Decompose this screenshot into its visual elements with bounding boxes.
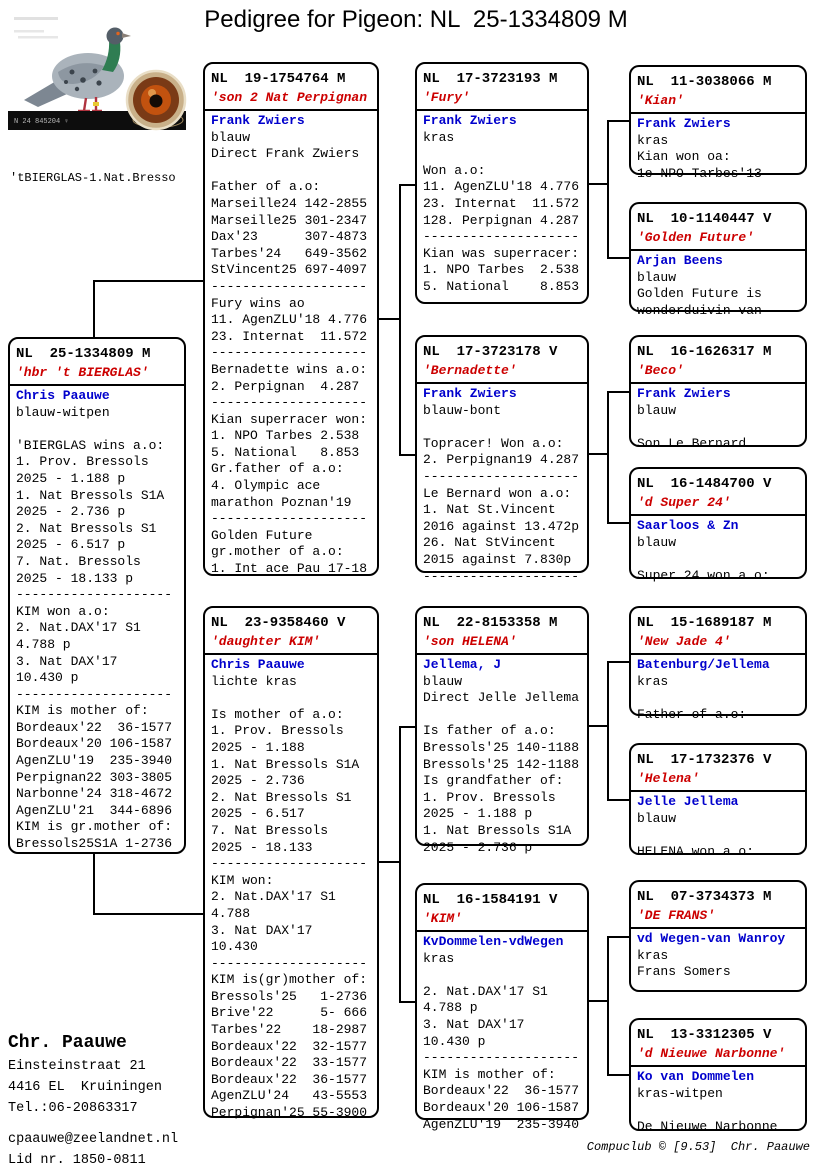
connector-line (399, 726, 415, 728)
pigeon-details (637, 270, 799, 320)
fancier-name: Batenburg/Jellema (637, 657, 770, 672)
detail-line: 1. Prov. Bressols (423, 789, 556, 805)
ring-number: NL 15-1689187 M (637, 615, 772, 631)
detail-line: 2025 - 1.188 (211, 739, 305, 755)
detail-line: 2. Nat Bressols S1 (211, 789, 352, 805)
detail-line: 1. NPO Tarbes 2.538 (211, 428, 360, 444)
pedigree-box-ggp-nieuwe-narbonne (629, 1018, 807, 1134)
pigeon-details (637, 948, 799, 981)
detail-line: blauw-bont (423, 402, 502, 418)
pigeon-name: 'daughter KIM' (211, 634, 321, 649)
pigeon-name: 'd Super 24' (637, 495, 731, 510)
connector-line (93, 280, 203, 282)
detail-line: gr.mother of a.o: (211, 544, 344, 560)
photo-strip-label: N 24 845204 ♀ (14, 118, 69, 126)
detail-line (423, 146, 581, 163)
box-body (417, 384, 587, 587)
pigeon-details (637, 1086, 799, 1136)
connector-line (93, 280, 95, 339)
fancier-name: Jelle Jellema (637, 794, 739, 809)
connector-line (607, 522, 629, 524)
detail-line: 10.430 (211, 939, 258, 955)
detail-line: Marseille24 142-2855 (211, 195, 368, 211)
connector-line (607, 799, 629, 801)
detail-line: Super 24 won a.o: (637, 567, 770, 583)
detail-line: -------------------- (423, 1050, 580, 1066)
box-body (631, 655, 805, 725)
detail-line: 1. Int ace Pau 17-18 (211, 561, 368, 577)
breeder-name: Chr. Paauwe (8, 1033, 127, 1053)
detail-line: 2. Nat.DAX'17 S1 (211, 889, 336, 905)
pigeon-details (637, 133, 799, 183)
detail-line: 1. Prov. Bressols (16, 454, 149, 470)
detail-line: kras (637, 132, 669, 148)
detail-line: 1e NPO Tarbes'13 (637, 165, 762, 181)
box-header (631, 204, 805, 251)
pedigree-box-ggp-kian (629, 65, 807, 181)
box-body (631, 929, 805, 983)
box-body (631, 792, 805, 862)
pigeon-details (16, 405, 178, 853)
detail-line: 10.430 p (16, 670, 79, 686)
detail-line: KIM is mother of: (16, 703, 149, 719)
box-header (10, 339, 184, 386)
ring-number: NL 17-3723178 V (423, 344, 558, 360)
detail-line: Gr.father of a.o: (211, 461, 344, 477)
detail-line: 2025 - 2.736 (211, 773, 305, 789)
ring-number: NL 23-9358460 V (211, 615, 346, 631)
detail-line: 5. National 8.853 (211, 444, 360, 460)
box-header (205, 608, 377, 655)
pigeon-details (211, 674, 371, 1122)
detail-line: Bordeaux'22 33-1577 (211, 1055, 368, 1071)
connector-line (399, 184, 415, 186)
detail-line (637, 827, 799, 844)
detail-line: 2015 against 7.830p (423, 551, 572, 567)
pigeon-name: 'Beco' (637, 363, 684, 378)
detail-line: 3. Nat DAX'17 (16, 653, 118, 669)
detail-line: Bernadette wins a.o: (211, 361, 368, 377)
detail-line: 2025 - 18.133 (211, 839, 313, 855)
detail-line: 1. Nat Bressols S1A (423, 822, 572, 838)
detail-line: Bordeaux'20 106-1587 (423, 1099, 580, 1115)
detail-line: Frans Somers (637, 964, 731, 980)
detail-line: Father of a.o: (211, 179, 321, 195)
ring-number: NL 22-8153358 M (423, 615, 558, 631)
detail-line: 1. Prov. Bressols (211, 723, 344, 739)
ring-number: NL 07-3734373 M (637, 889, 772, 905)
detail-line: 26. Nat StVincent (423, 535, 556, 551)
pedigree-box-sire (203, 62, 379, 576)
box-header (417, 337, 587, 384)
detail-line: Direct Jelle Jellema (423, 690, 580, 706)
detail-line: 2025 - 2.736 p (423, 839, 533, 855)
detail-line: 7. Nat Bressols (211, 822, 329, 838)
ring-number: NL 19-1754764 M (211, 71, 346, 87)
detail-line: 2025 - 1.188 p (16, 470, 126, 486)
connector-line (607, 936, 609, 1076)
breeder-email: cpaauwe@zeelandnet.nl (8, 1132, 179, 1147)
detail-line: -------------------- (211, 278, 368, 294)
detail-line (637, 419, 799, 436)
pigeon-name: 'son HELENA' (423, 634, 517, 649)
pigeon-details (637, 674, 799, 724)
box-header (205, 64, 377, 111)
detail-line: kras (637, 947, 669, 963)
box-header (417, 885, 587, 932)
fancier-name: Frank Zwiers (637, 116, 731, 131)
connector-line (399, 726, 401, 1003)
detail-line: Narbonne'24 318-4672 (16, 786, 173, 802)
detail-line: 1. NPO Tarbes 2.538 (423, 262, 580, 278)
detail-line: Bordeaux'20 106-1587 (16, 736, 173, 752)
box-body (417, 932, 587, 1135)
pedigree-box-ggp-golden-future (629, 202, 807, 318)
detail-line: Bressols'25 1-2736 (211, 988, 368, 1004)
detail-line: 1. Nat St.Vincent (423, 502, 556, 518)
detail-line (423, 707, 581, 724)
box-header (631, 1020, 805, 1067)
pigeon-name: 'Bernadette' (423, 363, 517, 378)
detail-line (423, 967, 581, 984)
pedigree-box-ggp-new-jade (629, 606, 807, 722)
fancier-name: Jellema, J (423, 657, 502, 672)
detail-line: Son Le Bernard (637, 435, 747, 451)
detail-line: Direct Frank Zwiers (211, 146, 360, 162)
pigeon-head (107, 28, 124, 45)
ring-number: NL 25-1334809 M (16, 346, 151, 362)
photo-caption: 'tBIERGLAS-1.Nat.Bresso (10, 171, 176, 185)
connector-line (379, 861, 400, 863)
box-body (205, 111, 377, 580)
pigeon-details (637, 811, 799, 861)
detail-line: 4.788 p (16, 636, 71, 652)
pigeon-details (423, 403, 581, 586)
ring-number: NL 17-1732376 V (637, 752, 772, 768)
pigeon-name: 'Helena' (637, 771, 700, 786)
pigeon-name: 'Kian' (637, 93, 684, 108)
box-body (10, 386, 184, 855)
detail-line (637, 1102, 799, 1119)
fancier-name: Frank Zwiers (423, 113, 517, 128)
detail-line: -------------------- (211, 395, 368, 411)
connector-line (399, 454, 415, 456)
box-header (417, 608, 587, 655)
detail-line: HELENA won a.o: (637, 843, 755, 859)
detail-line: KIM won: (211, 872, 274, 888)
pigeon-eye-dot (116, 32, 119, 35)
ring-number: NL 10-1140447 V (637, 211, 772, 227)
detail-line: marathon Poznan'19 (211, 494, 352, 510)
detail-line: Golden Future is (637, 286, 762, 302)
detail-line: blauw (637, 402, 677, 418)
detail-line: Perpignan'25 55-3900 (211, 1105, 368, 1121)
fancier-name: vd Wegen-van Wanroy (637, 931, 786, 946)
pigeon-details (637, 403, 799, 453)
breeder-phone: Tel.:06-20863317 (8, 1101, 138, 1116)
detail-line: Bordeaux'22 36-1577 (16, 719, 173, 735)
detail-line: -------------------- (423, 229, 580, 245)
fancier-name: Saarloos & Zn (637, 518, 739, 533)
page-title: Pedigree for Pigeon: NL 25-1334809 M (204, 6, 628, 33)
pedigree-box-grandsire-son-helena (415, 606, 589, 855)
detail-line: KIM is mother of: (423, 1066, 556, 1082)
connector-line (589, 725, 609, 727)
detail-line: 2025 - 2.736 p (16, 504, 126, 520)
detail-line: Dax'23 307-4873 (211, 229, 368, 245)
pigeon-details (637, 535, 799, 585)
pigeon-details (423, 951, 581, 1134)
detail-line: 4. Olympic ace (211, 478, 321, 494)
connector-line (607, 661, 609, 801)
pigeon-details (211, 130, 371, 578)
pedigree-box-granddam-kim (415, 883, 589, 1132)
detail-line: kras (423, 129, 455, 145)
connector-line (607, 257, 629, 259)
detail-line: 4.788 p (423, 1000, 478, 1016)
detail-line: 7. Nat. Bressols (16, 553, 141, 569)
pedigree-box-granddam-bernadette (415, 335, 589, 584)
box-body (631, 516, 805, 586)
fancier-name: Chris Paauwe (211, 657, 305, 672)
pigeon-name: 'hbr 't BIERGLAS' (16, 365, 149, 380)
detail-line: Bressols'25 140-1188 (423, 739, 580, 755)
detail-line: 2. Perpignan19 4.287 (423, 452, 580, 468)
detail-line: Perpignan22 303-3805 (16, 769, 173, 785)
ring-number: NL 16-1484700 V (637, 476, 772, 492)
detail-line: -------------------- (211, 955, 368, 971)
detail-line: 3. Nat DAX'17 (211, 922, 313, 938)
detail-line: Is father of a.o: (423, 723, 556, 739)
detail-line (423, 419, 581, 436)
box-body (631, 384, 805, 454)
detail-line: -------------------- (423, 295, 580, 311)
detail-line: De Nieuwe Narbonne (637, 1118, 778, 1134)
detail-line: Tarbes'24 649-3562 (211, 245, 368, 261)
pigeon-name: 'New Jade 4' (637, 634, 731, 649)
pigeon-name: 'son 2 Nat Perpignan (211, 90, 368, 105)
detail-line: 3. Nat DAX'17 (423, 1016, 525, 1032)
connector-line (589, 183, 609, 185)
fancier-name: Frank Zwiers (637, 386, 731, 401)
detail-line: 10.430 p (423, 1033, 486, 1049)
pigeon-name: 'd Nieuwe Narbonne' (637, 1046, 786, 1061)
detail-line: 2. Nat.DAX'17 S1 (16, 620, 141, 636)
box-body (417, 111, 587, 314)
detail-line: kras (423, 950, 455, 966)
detail-line: 2. Nat Bressols S1 (16, 520, 157, 536)
detail-line: AgenZLU'19 235-3940 (16, 753, 173, 769)
ring-number: NL 17-3723193 M (423, 71, 558, 87)
box-body (631, 1067, 805, 1137)
connector-line (399, 184, 401, 456)
detail-line: AgenZLU'19 235-3940 (423, 1116, 580, 1132)
detail-line: blauw (637, 810, 677, 826)
detail-line: Le Bernard won a.o: (423, 485, 572, 501)
box-header (631, 608, 805, 655)
detail-line: Bressols'25 142-1188 (423, 756, 580, 772)
fancier-name: Frank Zwiers (423, 386, 517, 401)
pigeon-details (423, 130, 581, 313)
detail-line: -------------------- (16, 587, 173, 603)
fancier-name: Chris Paauwe (16, 388, 110, 403)
detail-line: blauw-witpen (16, 404, 110, 420)
detail-line: 11. AgenZLU'18 4.776 (423, 179, 580, 195)
detail-line (637, 690, 799, 707)
detail-line: Bordeaux'22 36-1577 (423, 1083, 580, 1099)
detail-line: Kian won oa: (637, 149, 731, 165)
detail-line: 23. Internat 11.572 (423, 195, 580, 211)
detail-line: Bordeaux'22 36-1577 (211, 1071, 368, 1087)
detail-line: Marseille25 301-2347 (211, 212, 368, 228)
detail-line (211, 690, 371, 707)
pedigree-box-grandsire-fury (415, 62, 589, 311)
detail-line: 1. Nat Bressols S1A (211, 756, 360, 772)
connector-line (607, 661, 629, 663)
detail-line: 5. National 8.853 (423, 278, 580, 294)
detail-line: KIM is gr.mother of: (16, 819, 173, 835)
pedigree-box-ggp-helena (629, 743, 807, 859)
detail-line: AgenZLU'21 344-6896 (16, 802, 173, 818)
pedigree-box-ggp-beco (629, 335, 807, 451)
box-body (205, 655, 377, 1124)
breeder-city: 4416 EL Kruiningen (8, 1080, 162, 1095)
connector-line (607, 120, 609, 259)
detail-line: -------------------- (211, 511, 368, 527)
fancier-name: Frank Zwiers (211, 113, 305, 128)
connector-line (607, 391, 629, 393)
breeder-member-number: Lid nr. 1850-0811 (8, 1153, 146, 1168)
detail-line: KIM is(gr)mother of: (211, 972, 368, 988)
detail-line: 11. AgenZLU'18 4.776 (211, 312, 368, 328)
detail-line: -------------------- (211, 345, 368, 361)
detail-line: 2. Nat.DAX'17 S1 (423, 983, 548, 999)
detail-line: -------------------- (16, 686, 173, 702)
detail-line (16, 421, 178, 438)
detail-line: wonderduivin van (637, 302, 762, 318)
detail-line: Is mother of a.o: (211, 706, 344, 722)
pedigree-box-subject (8, 337, 186, 854)
detail-line: KIM won a.o: (16, 603, 110, 619)
ring-number: NL 16-1584191 V (423, 892, 558, 908)
footer-credit: Compuclub © [9.53] Chr. Paauwe (586, 1140, 810, 1154)
detail-line: Bressols25S1A 1-2736 (16, 836, 173, 852)
box-header (631, 882, 805, 929)
detail-line: Father of a.o: (637, 706, 747, 722)
detail-line: 2025 - 18.133 p (16, 570, 134, 586)
detail-line: 23. Internat 11.572 (211, 328, 368, 344)
breeder-info (8, 1030, 178, 1171)
detail-line: lichte kras (211, 673, 297, 689)
detail-line: Kian superracer won: (211, 411, 368, 427)
detail-line: Golden Future (211, 527, 313, 543)
detail-line: Is grandfather of: (423, 773, 564, 789)
connector-line (93, 913, 203, 915)
detail-line: 2016 against 13.472p (423, 518, 580, 534)
detail-line: Bordeaux'22 32-1577 (211, 1038, 368, 1054)
connector-line (607, 120, 629, 122)
detail-line: Fury wins ao (211, 295, 305, 311)
detail-line: AgenZLU'24 43-5553 (211, 1088, 368, 1104)
connector-line (589, 453, 609, 455)
connector-line (379, 318, 400, 320)
detail-line: 2025 - 6.517 p (16, 537, 126, 553)
ring-number: NL 16-1626317 M (637, 344, 772, 360)
detail-line: Tarbes'22 18-2987 (211, 1022, 368, 1038)
pigeon-image (8, 10, 186, 130)
detail-line: -------------------- (423, 468, 580, 484)
connector-line (589, 1000, 609, 1002)
box-body (417, 655, 587, 858)
detail-line: Topracer! Won a.o: (423, 435, 564, 451)
detail-line: kras (637, 673, 669, 689)
detail-line: blauw (423, 673, 463, 689)
pedigree-box-ggp-de-frans (629, 880, 807, 992)
connector-line (607, 1074, 629, 1076)
detail-line: kras-witpen (637, 1085, 723, 1101)
detail-line: -------------------- (423, 568, 580, 584)
connector-line (93, 852, 95, 915)
box-body (631, 114, 805, 184)
box-header (631, 469, 805, 516)
box-header (631, 337, 805, 384)
connector-line (607, 391, 609, 524)
pedigree-box-dam (203, 606, 379, 1121)
leg-ring (93, 102, 99, 106)
detail-line: Brive'22 5- 666 (211, 1005, 368, 1021)
detail-line: 2025 - 1.188 p (423, 806, 533, 822)
detail-line: Won a.o: (423, 162, 486, 178)
detail-line: Kian was superracer: (423, 245, 580, 261)
detail-line: blauw (637, 534, 677, 550)
fancier-name: Arjan Beens (637, 253, 723, 268)
detail-line: 4.788 (211, 905, 251, 921)
detail-line: 128. Perpignan 4.287 (423, 212, 580, 228)
detail-line: blauw (211, 129, 251, 145)
pigeon-name: 'KIM' (423, 911, 463, 926)
connector-line (399, 1001, 415, 1003)
detail-line: -------------------- (211, 856, 368, 872)
ring-number: NL 13-3312305 V (637, 1027, 772, 1043)
ring-number: NL 11-3038066 M (637, 74, 772, 90)
pigeon-name: 'Golden Future' (637, 230, 755, 245)
connector-line (607, 936, 629, 938)
detail-line: 'BIERGLAS wins a.o: (16, 437, 165, 453)
pigeon-name: 'Fury' (423, 90, 470, 105)
detail-line: blauw (637, 269, 677, 285)
pigeon-photo (8, 10, 186, 130)
pigeon-details (423, 674, 581, 857)
detail-line: StVincent25 697-4097 (211, 262, 368, 278)
pigeon-name: 'DE FRANS' (637, 908, 716, 923)
box-header (631, 67, 805, 114)
box-header (417, 64, 587, 111)
fancier-name: KvDommelen-vdWegen (423, 934, 564, 949)
box-body (631, 251, 805, 321)
fancier-name: Ko van Dommelen (637, 1069, 755, 1084)
detail-line (211, 163, 371, 180)
breeder-street: Einsteinstraat 21 (8, 1059, 146, 1074)
detail-line: 1. Nat Bressols S1A (16, 487, 165, 503)
detail-line: 2. Perpignan 4.287 (211, 378, 360, 394)
detail-line: 2025 - 6.517 (211, 806, 305, 822)
box-header (631, 745, 805, 792)
pedigree-box-ggp-super24 (629, 467, 807, 583)
detail-line (637, 551, 799, 568)
